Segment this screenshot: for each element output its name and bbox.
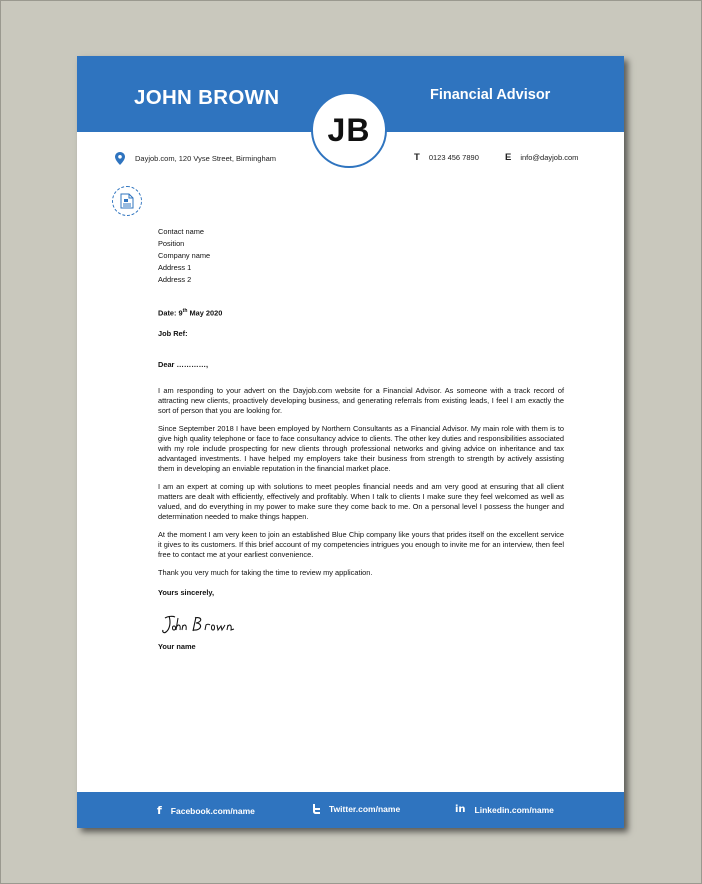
recipient-address-1: Address 1 [158, 263, 192, 272]
email-address[interactable]: info@dayjob.com [520, 153, 579, 162]
monogram-text: JB [327, 111, 371, 148]
date-suffix: May 2020 [187, 308, 223, 318]
twitter-icon [311, 804, 321, 814]
handwritten-signature [160, 614, 246, 636]
cover-letter-page [77, 56, 624, 828]
linkedin-link[interactable] [455, 804, 554, 815]
recipient-contact-name: Contact name [158, 227, 205, 236]
twitter-link[interactable] [311, 804, 400, 814]
monogram-badge [311, 92, 387, 168]
paragraph-4: At the moment I am very keen to join an established Blue Chip company like yours that prides itself on the excellent service it gives to its customers. If this brief account of my competencies intrigues you enough to invite me for an interview, then feel free to contact me at your earliest convenience. [158, 530, 564, 560]
telephone-number: 0123 456 7890 [428, 153, 479, 162]
date-ordinal: th [182, 308, 188, 314]
sender-name: Your name [158, 642, 196, 652]
recipient-block [158, 226, 564, 286]
paragraph-2: Since September 2018 I have been employed by Northern Consultants as a Financial Advisor. My main role with them is to give high quality telephone or face to face consultancy advice to clients. The other key duties and responsibilities associated with my role include prospecting for new clients through professional networks and giving advice on inheritance and tax advantaged investments. I have helped my employers take their business from strength to strength by actively assisting them in developing an enviable reputation in the financial market place. [158, 424, 564, 474]
facebook-link[interactable] [157, 804, 255, 817]
email-line [505, 152, 578, 163]
job-reference: Job Ref: [158, 329, 188, 339]
facebook-text: Facebook.com/name [170, 805, 255, 816]
twitter-text: Twitter.com/name [329, 804, 401, 814]
date-prefix: Date: 9 [158, 308, 183, 318]
address-line [115, 152, 276, 165]
telephone-line [414, 152, 479, 163]
location-pin-icon [115, 152, 125, 165]
recipient-position: Position [158, 239, 185, 248]
job-title: Financial Advisor [430, 87, 551, 103]
recipient-address-2: Address 2 [158, 275, 192, 284]
address-text: Dayjob.com, 120 Vyse Street, Birmingham [135, 154, 277, 163]
document-icon [112, 186, 142, 216]
closing: Yours sincerely, [158, 588, 215, 598]
letter-body [158, 226, 564, 652]
letter-icon [120, 193, 134, 209]
recipient-company: Company name [158, 251, 211, 260]
facebook-icon: f [157, 804, 162, 817]
linkedin-text: Linkedin.com/name [474, 804, 554, 815]
paragraph-3: I am an expert at coming up with solutions to meet peoples financial needs and am very good at ensuring that all client matters are dealt with efficiently, effectively and profitably. When I talk to clients I make sure they feel welcomed as well as valued, and do everything in my power to make sure they come back to me. On a personal level I possess the hunger and determination needed to make things happen. [158, 482, 564, 522]
linkedin-icon: in [455, 804, 466, 815]
paragraph-5: Thank you very much for taking the time to review my application. [158, 568, 373, 578]
letter-date [158, 306, 564, 318]
telephone-label: T [414, 152, 420, 163]
email-label: E [505, 152, 512, 163]
footer-band [77, 792, 624, 828]
applicant-name: JOHN BROWN [134, 86, 280, 109]
paragraph-1: I am responding to your advert on the Dayjob.com website for a Financial Advisor. As someone with a track record of attracting new clients, proactively developing business, and generating referrals from existing leads, I feel I am exactly the sort of person that you are looking for. [158, 386, 564, 416]
salutation: Dear …………, [158, 360, 209, 370]
